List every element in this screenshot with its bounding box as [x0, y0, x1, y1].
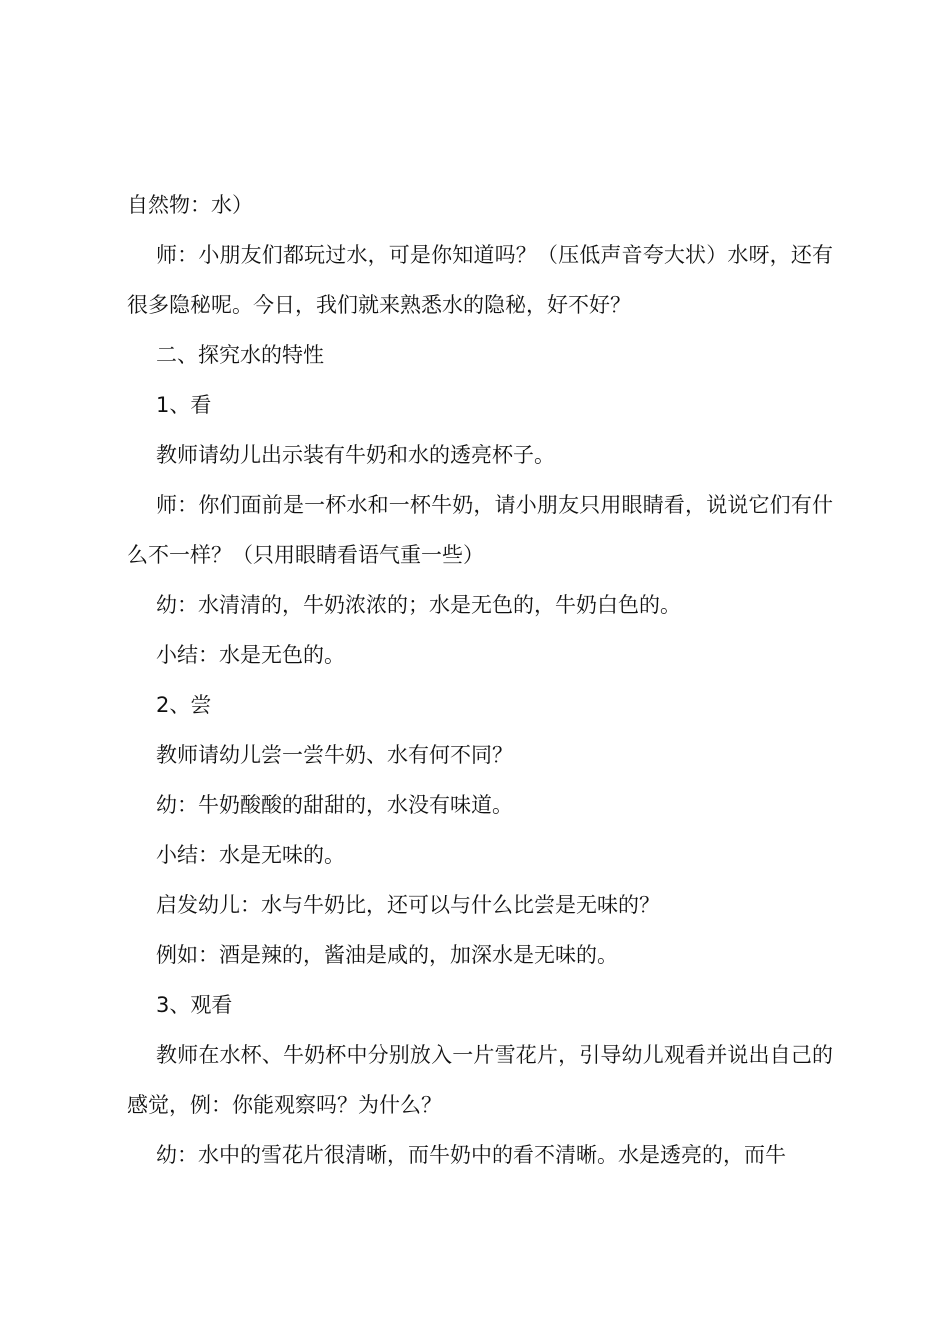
paragraph: 启发幼儿：水与牛奶比，还可以与什么比尝是无味的？ [156, 893, 660, 917]
paragraph: 幼：牛奶酸酸的甜甜的，水没有味道。 [156, 793, 513, 817]
paragraph: 例如：酒是辣的，酱油是咸的，加深水是无味的。 [156, 943, 618, 967]
paragraph: 教师在水杯、牛奶杯中分别放入一片雪花片，引导幼儿观看并说出自己的感觉，例：你能观察吗？为什么？ [127, 1043, 833, 1117]
subsection-heading: 3、观看 [156, 993, 233, 1017]
paragraph: 师：小朋友们都玩过水，可是你知道吗？（压低声音夸大状）水呀，还有很多隐秘呢。今日，我们就来熟悉水的隐秘，好不好？ [127, 243, 833, 317]
paragraph: 幼：水清清的，牛奶浓浓的；水是无色的，牛奶白色的。 [156, 593, 681, 617]
paragraph: 师：你们面前是一杯水和一杯牛奶，请小朋友只用眼睛看，说说它们有什么不一样？（只用眼睛看语气重一些） [127, 493, 833, 567]
paragraph: 教师请幼儿出示装有牛奶和水的透亮杯子。 [156, 443, 555, 467]
section-heading: 二、探究水的特性 [156, 343, 324, 367]
paragraph: 教师请幼儿尝一尝牛奶、水有何不同？ [156, 743, 513, 767]
paragraph: 自然物：水） [127, 193, 253, 217]
document-body [127, 180, 833, 1180]
subsection-heading: 2、尝 [156, 693, 212, 717]
paragraph: 小结：水是无味的。 [156, 843, 345, 867]
paragraph: 小结：水是无色的。 [156, 643, 345, 667]
paragraph: 幼：水中的雪花片很清晰，而牛奶中的看不清晰。水是透亮的，而牛 [156, 1143, 786, 1167]
subsection-heading: 1、看 [156, 393, 212, 417]
